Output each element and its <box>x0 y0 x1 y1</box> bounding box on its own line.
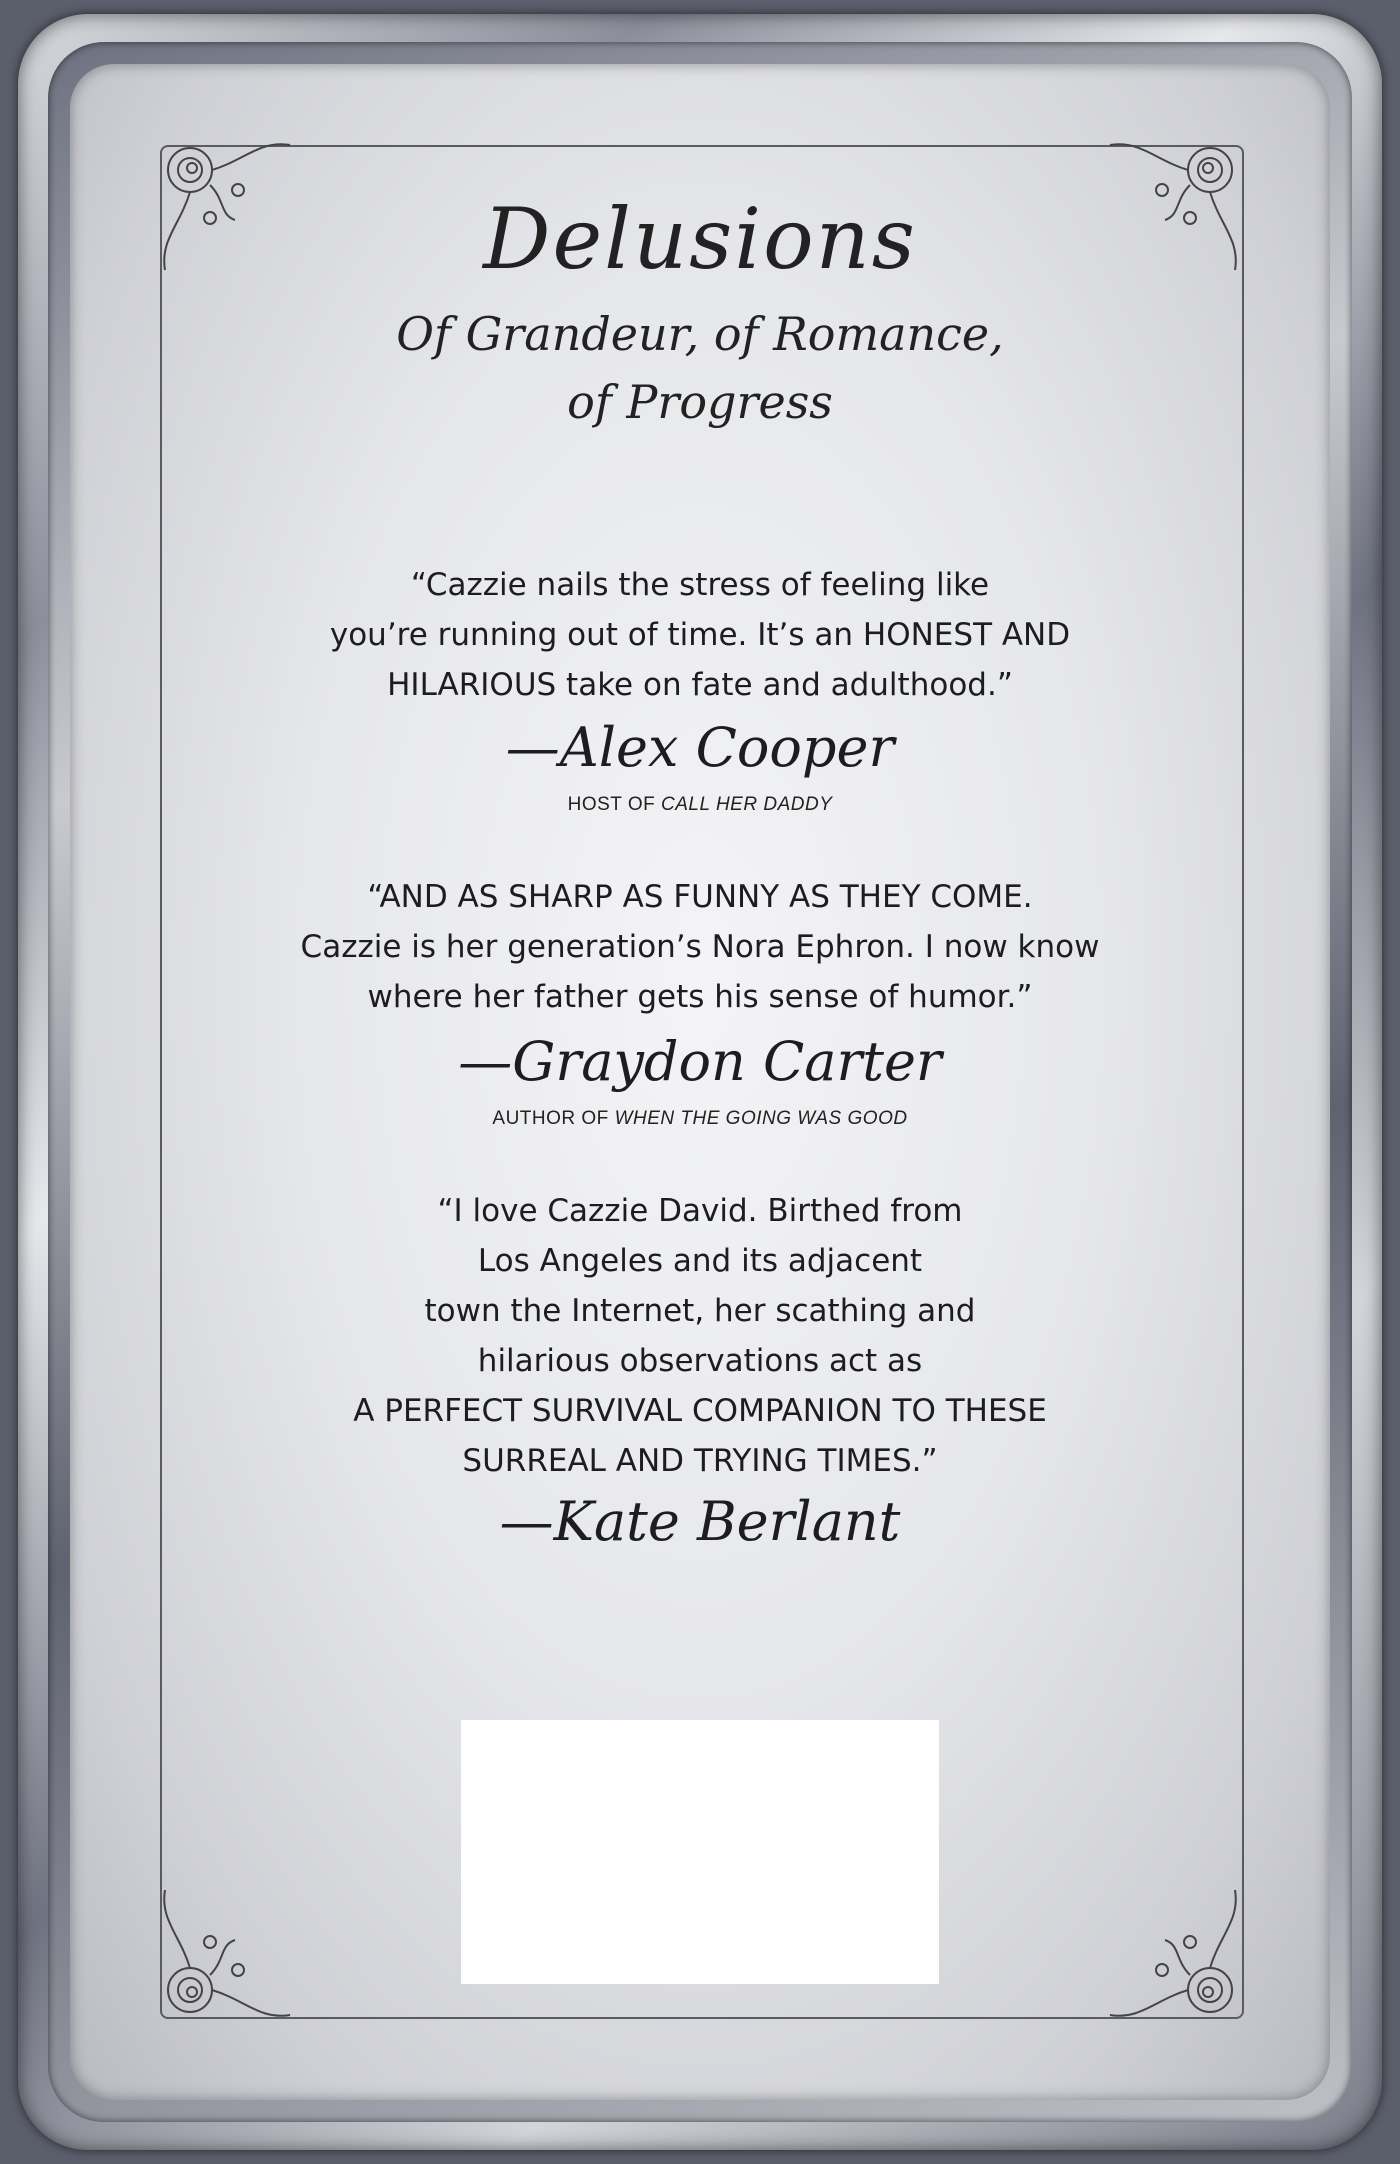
quote-line: Cazzie is her generation’s Nora Ephron. I now know <box>300 929 1100 965</box>
subtitle-line: of Progress <box>567 375 833 429</box>
subtitle-line: Of Grandeur, of Romance, <box>396 307 1004 361</box>
credit-prefix: AUTHOR OF <box>492 1108 615 1129</box>
blurb-credit <box>0 1108 1400 1130</box>
book-subtitle <box>0 300 1400 436</box>
quote-line: SURREAL AND TRYING TIMES.” <box>462 1443 938 1479</box>
quote-line: HILARIOUS take on fate and adulthood.” <box>387 667 1013 703</box>
credit-prefix: HOST OF <box>567 794 661 815</box>
book-title: Delusions <box>483 190 917 288</box>
quote-line: “Cazzie nails the stress of feeling like <box>410 567 990 603</box>
blurb-quote <box>0 872 1400 1022</box>
blurb-credit <box>0 794 1400 816</box>
quote-line: Los Angeles and its adjacent <box>477 1243 923 1279</box>
barcode-placeholder <box>461 1720 939 1984</box>
quote-line: “I love Cazzie David. Birthed from <box>437 1193 963 1229</box>
quote-line: you’re running out of time. It’s an HONEST AND <box>329 617 1071 653</box>
blurb-quote <box>0 560 1400 710</box>
quote-line: A PERFECT SURVIVAL COMPANION TO THESE <box>353 1393 1047 1429</box>
blurb-signature: —Alex Cooper <box>505 716 895 779</box>
blurb-signature: —Graydon Carter <box>458 1030 942 1093</box>
blurb-signature: —Kate Berlant <box>499 1490 901 1553</box>
blurb-quote <box>0 1186 1400 1486</box>
quote-line: where her father gets his sense of humor.” <box>367 979 1033 1015</box>
credit-work: CALL HER DADDY <box>661 794 833 815</box>
credit-work: WHEN THE GOING WAS GOOD <box>614 1108 908 1129</box>
corner-flourish-icon <box>1080 1860 1250 2030</box>
quote-line: “AND AS SHARP AS FUNNY AS THEY COME. <box>367 879 1033 915</box>
quote-line: town the Internet, her scathing and <box>424 1293 976 1329</box>
corner-flourish-icon <box>150 1860 320 2030</box>
quote-line: hilarious observations act as <box>477 1343 923 1379</box>
